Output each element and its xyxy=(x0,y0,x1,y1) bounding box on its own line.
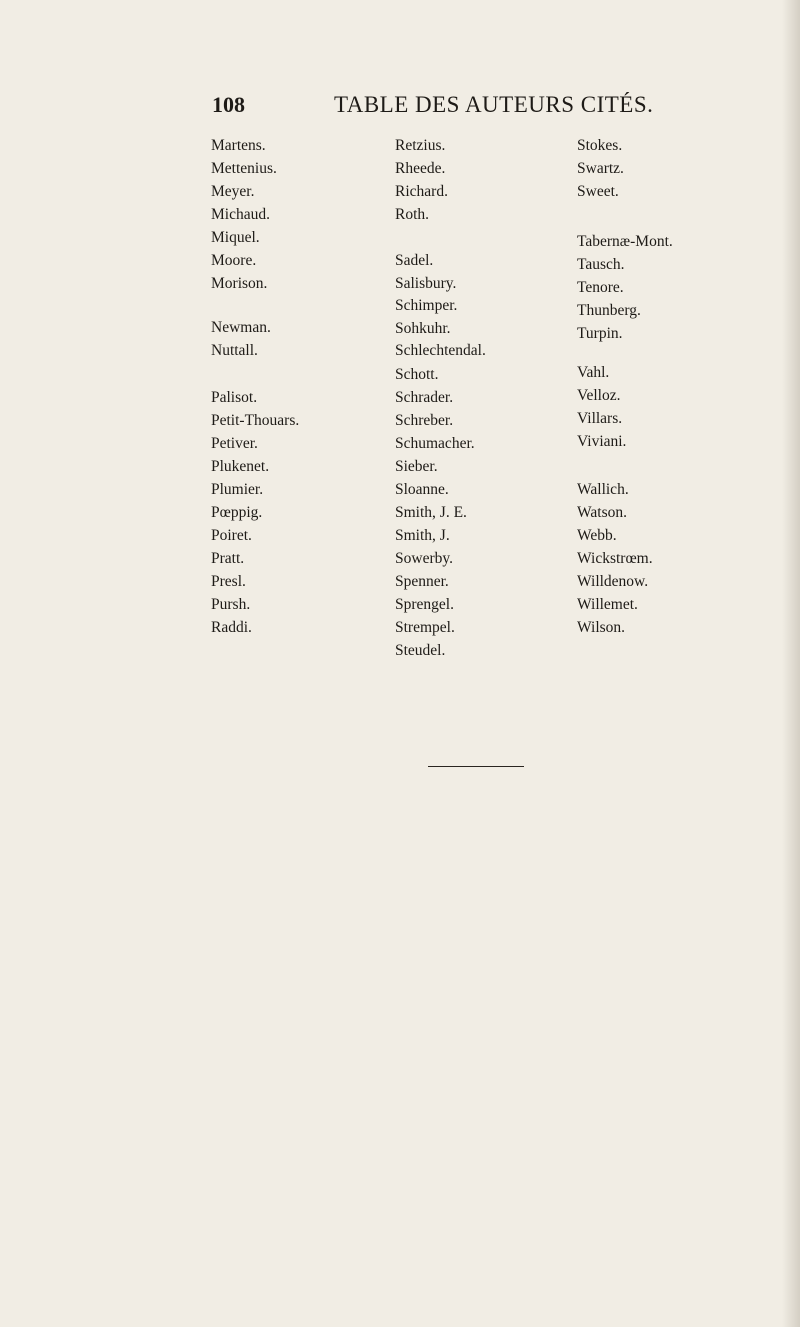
author-entry: Schlechtendal. xyxy=(395,342,486,359)
author-entry: Sprengel. xyxy=(395,596,454,613)
author-entry: Sowerby. xyxy=(395,550,453,567)
author-entry: Swartz. xyxy=(577,160,624,177)
author-entry: Roth. xyxy=(395,206,430,223)
author-entry: Pœppig. xyxy=(211,504,263,521)
author-entry: Turpin. xyxy=(577,325,623,342)
author-entry: Newman. xyxy=(211,319,271,336)
author-entry: Spenner. xyxy=(395,573,449,590)
author-entry: Plukenet. xyxy=(211,458,270,475)
author-entry: Schumacher. xyxy=(395,435,475,452)
author-entry: Villars. xyxy=(577,410,623,427)
author-entry: Sieber. xyxy=(395,458,438,475)
author-entry: Wickstrœm. xyxy=(577,550,653,567)
author-entry: Strempel. xyxy=(395,619,455,636)
author-entry: Tabernæ-Mont. xyxy=(577,233,673,250)
author-entry: Meyer. xyxy=(211,183,255,200)
author-entry: Nuttall. xyxy=(211,342,258,359)
author-entry: Willdenow. xyxy=(577,573,649,590)
author-entry: Pratt. xyxy=(211,550,245,567)
author-entry: Smith, J. xyxy=(395,527,450,544)
author-entry: Presl. xyxy=(211,573,246,590)
author-entry: Schott. xyxy=(395,366,439,383)
author-entry: Morison. xyxy=(211,275,268,292)
author-entry: Schimper. xyxy=(395,297,458,314)
page-edge-shadow xyxy=(782,0,800,1327)
author-entry: Plumier. xyxy=(211,481,264,498)
author-entry: Schreber. xyxy=(395,412,454,429)
author-entry: Willemet. xyxy=(577,596,638,613)
author-entry: Sloanne. xyxy=(395,481,449,498)
author-entry: Petit-Thouars. xyxy=(211,412,300,429)
author-entry: Tenore. xyxy=(577,279,624,296)
author-entry: Mettenius. xyxy=(211,160,277,177)
author-entry: Viviani. xyxy=(577,433,627,450)
author-entry: Tausch. xyxy=(577,256,625,273)
author-entry: Retzius. xyxy=(395,137,446,154)
author-entry: Richard. xyxy=(395,183,448,200)
author-entry: Vahl. xyxy=(577,364,610,381)
author-entry: Salisbury. xyxy=(395,275,457,292)
author-entry: Stokes. xyxy=(577,137,623,154)
author-entry: Miquel. xyxy=(211,229,260,246)
author-entry: Smith, J. E. xyxy=(395,504,467,521)
author-entry: Thunberg. xyxy=(577,302,641,319)
author-entry: Wallich. xyxy=(577,481,629,498)
author-entry: Petiver. xyxy=(211,435,258,452)
author-entry: Raddi. xyxy=(211,619,252,636)
page-number: 108 xyxy=(212,92,245,117)
author-entry: Sadel. xyxy=(395,252,434,269)
author-entry: Martens. xyxy=(211,137,266,154)
author-entry: Wilson. xyxy=(577,619,626,636)
author-entry: Watson. xyxy=(577,504,627,521)
author-entry: Velloz. xyxy=(577,387,621,404)
end-rule-divider xyxy=(428,766,524,767)
author-entry: Poiret. xyxy=(211,527,252,544)
author-entry: Steudel. xyxy=(395,642,446,659)
author-entry: Michaud. xyxy=(211,206,270,223)
author-entry: Webb. xyxy=(577,527,617,544)
page-title: TABLE DES AUTEURS CITÉS. xyxy=(334,92,654,117)
author-entry: Sweet. xyxy=(577,183,619,200)
author-entry: Palisot. xyxy=(211,389,258,406)
author-entry: Rheede. xyxy=(395,160,446,177)
author-entry: Sohkuhr. xyxy=(395,320,451,337)
author-entry: Moore. xyxy=(211,252,257,269)
author-entry: Schrader. xyxy=(395,389,454,406)
author-entry: Pursh. xyxy=(211,596,251,613)
